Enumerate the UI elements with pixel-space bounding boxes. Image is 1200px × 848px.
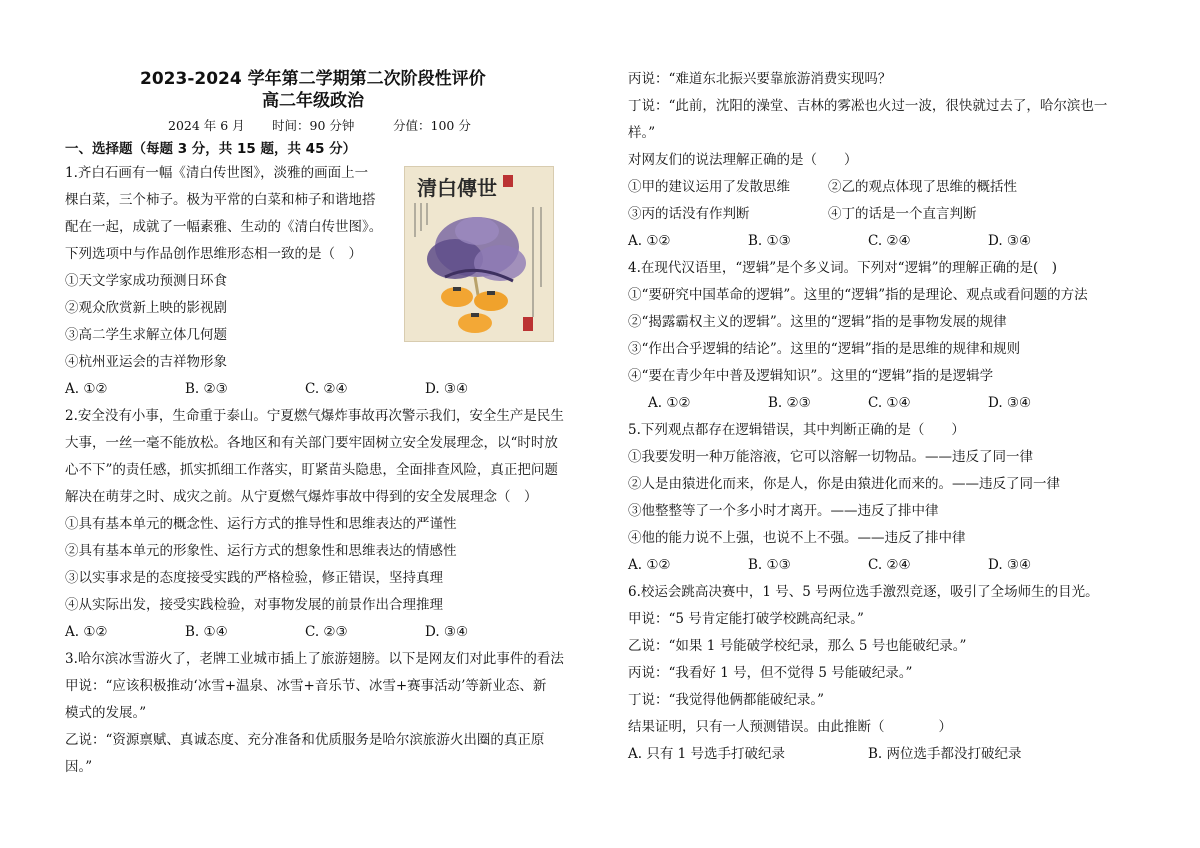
painting-cabbage-persimmons [405,167,553,341]
q4-item: ①“要研究中国革命的逻辑”。这里的“逻辑”指的是理论、观点或看问题的方法 [628,287,1088,303]
seal-stamp-icon [523,317,533,331]
q1-option-d: D. ③④ [425,381,469,397]
q4-item: ④“要在青少年中普及逻辑知识”。这里的“逻辑”指的是逻辑学 [628,368,994,384]
q2-stem-line: 大事，一丝一毫不能放松。各地区和有关部门要牢固树立安全发展理念，以“时时放 [65,435,558,451]
q4-item: ②“揭露霸权主义的逻辑”。这里的“逻辑”指的是事物发展的规律 [628,314,1007,330]
q5-item: ①我要发明一种万能溶液，它可以溶解一切物品。——违反了同一律 [628,449,1033,465]
q6-option-a: A. 只有 1 号选手打破纪录 [628,746,786,762]
exam-subtitle: 高二年级政治 [262,91,364,111]
q3-stem-line: 丁说：“此前，沈阳的澡堂、吉林的雾凇也火过一波，很快就过去了，哈尔滨也一 [628,98,1108,114]
q2-option-a: A. ①② [65,624,108,640]
q2-stem-line: 解决在萌芽之时、成灾之前。从宁夏燃气爆炸事故中得到的安全发展理念（ ） [65,489,538,505]
q1-option-b: B. ②③ [185,381,228,397]
q3-stem-line: 3.哈尔滨冰雪游火了，老牌工业城市插上了旅游翅膀。以下是网友们对此事件的看法 [65,651,564,667]
q6-line: 丙说：“我看好 1 号，但不觉得 5 号能破纪录。” [628,665,913,681]
q6-option-b: B. 两位选手都没打破纪录 [868,746,1022,762]
seal-stamp-icon [503,175,513,187]
q1-stem-line: 棵白菜，三个柿子。极为平常的白菜和柿子和谐地搭 [65,192,376,208]
q3-stem-line: 甲说：“应该积极推动‘冰雪+温泉、冰雪+音乐节、冰雪+赛事活动’等新业态、新 [65,678,547,694]
q2-option-b: B. ①④ [185,624,228,640]
q1-stem-line: 1.齐白石画有一幅《清白传世图》，淡雅的画面上一 [65,165,369,181]
q3-item: ①甲的建议运用了发散思维 [628,179,790,195]
q3-stem-line: 对网友们的说法理解正确的是（ ） [628,152,858,168]
q3-item: ②乙的观点体现了思维的概括性 [828,179,1017,195]
q5-option-a: A. ①② [628,557,671,573]
q1-item: ①天文学家成功预测日环食 [65,273,227,289]
q2-item: ④从实际出发，接受实践检验，对事物发展的前景作出合理推理 [65,597,443,613]
q6-line: 乙说：“如果 1 号能破学校纪录，那么 5 号也能破纪录。” [628,638,967,654]
q2-item: ①具有基本单元的概念性、运行方式的推导性和思维表达的严谨性 [65,516,457,532]
q3-item: ③丙的话没有作判断 [628,206,750,222]
q2-item: ②具有基本单元的形象性、运行方式的想象性和思维表达的情感性 [65,543,457,559]
q4-item: ③“作出合乎逻辑的结论”。这里的“逻辑”指的是思维的规律和规则 [628,341,1021,357]
q5-item: ④他的能力说不上强，也说不上不强。——违反了排中律 [628,530,966,546]
q6-line: 甲说：“5 号肯定能打破学校跳高纪录。” [628,611,864,627]
painting-title-text: 清白傳世 [417,176,497,200]
q6-line: 结果证明，只有一人预测错误。由此推断（ ） [628,719,952,735]
q5-item: ③他整整等了一个多小时才离开。——违反了排中律 [628,503,939,519]
q3-stem-line: 样。” [628,125,656,141]
q6-line: 丁说：“我觉得他俩都能破纪录。” [628,692,825,708]
q3-option-d: D. ③④ [988,233,1032,249]
q1-item: ②观众欣赏新上映的影视剧 [65,300,227,316]
painting-image [404,166,554,342]
q3-option-a: A. ①② [628,233,671,249]
q5-option-c: C. ②④ [868,557,911,573]
q3-stem-line: 乙说：“资源禀赋、真诚态度、充分准备和优质服务是哈尔滨旅游火出圈的真正原 [65,732,545,748]
q3-item: ④丁的话是一个直言判断 [828,206,977,222]
q3-option-b: B. ①③ [748,233,791,249]
q4-option-d: D. ③④ [988,395,1032,411]
q5-option-d: D. ③④ [988,557,1032,573]
q2-stem-line: 心不下”的责任感，抓实抓细工作落实，盯紧苗头隐患，全面排查风险，真正把问题 [65,462,558,478]
exam-time: 时间：90 分钟 [272,118,355,133]
q1-stem-line: 配在一起，成就了一幅素雅、生动的《清白传世图》。 [65,219,383,235]
q5-item: ②人是由猿进化而来，你是人，你是由猿进化而来的。——违反了同一律 [628,476,1060,492]
q3-stem-line: 丙说：“难道东北振兴要靠旅游消费实现吗？ [628,71,892,87]
q1-item: ③高二学生求解立体几何题 [65,327,227,343]
section-heading: 一、选择题（每题 3 分，共 15 题，共 45 分） [65,141,357,157]
q4-stem: 4.在现代汉语里，“逻辑”是个多义词。下列对“逻辑”的理解正确的是( ) [628,260,1058,276]
q1-stem-line: 下列选项中与作品创作思维形态相一致的是（ ） [65,246,362,262]
q6-stem: 6.校运会跳高决赛中，1 号、5 号两位选手激烈竞逐，吸引了全场师生的目光。 [628,584,1099,600]
q4-option-b: B. ②③ [768,395,811,411]
q4-option-a: A. ①② [648,395,691,411]
q3-stem-line: 模式的发展。” [65,705,147,721]
q3-stem-line: 因。” [65,759,93,775]
q5-option-b: B. ①③ [748,557,791,573]
q1-option-a: A. ①② [65,381,108,397]
exam-title: 2023-2024 学年第二学期第二次阶段性评价 [140,69,486,89]
exam-score: 分值：100 分 [393,118,471,133]
q2-option-d: D. ③④ [425,624,469,640]
q1-item: ④杭州亚运会的吉祥物形象 [65,354,227,370]
q2-option-c: C. ②③ [305,624,348,640]
q1-option-c: C. ②④ [305,381,348,397]
q5-stem: 5.下列观点都存在逻辑错误，其中判断正确的是（ ） [628,422,965,438]
exam-date: 2024 年 6 月 [168,118,245,133]
q2-stem-line: 2.安全没有小事，生命重于泰山。宁夏燃气爆炸事故再次警示我们，安全生产是民生 [65,408,564,424]
q4-option-c: C. ①④ [868,395,911,411]
q3-option-c: C. ②④ [868,233,911,249]
q2-item: ③以实事求是的态度接受实践的严格检验，修正错误，坚持真理 [65,570,443,586]
